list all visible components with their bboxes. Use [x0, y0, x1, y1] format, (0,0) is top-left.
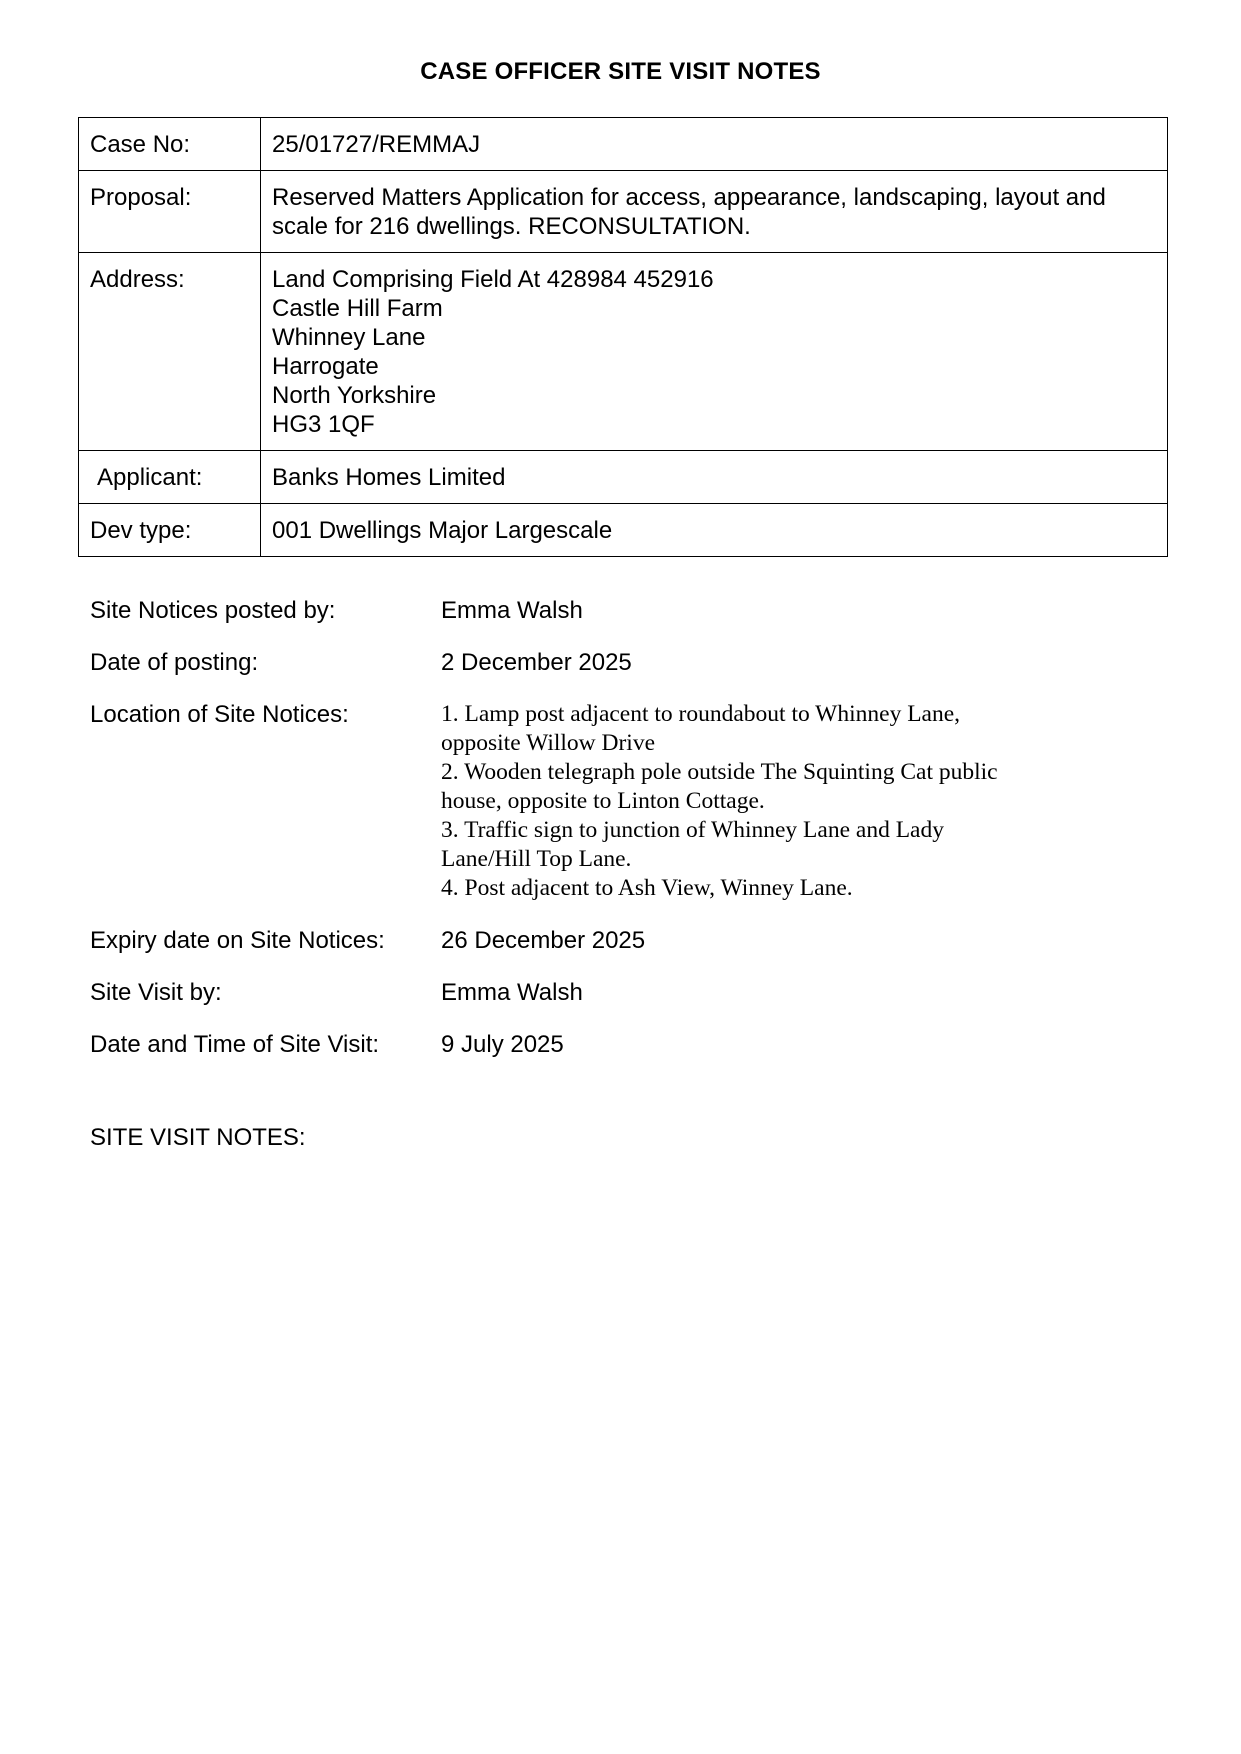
- dev-type-label: Dev type:: [79, 504, 261, 557]
- expiry-date-label: Expiry date on Site Notices:: [90, 927, 385, 954]
- proposal-label: Proposal:: [79, 171, 261, 253]
- location-row: [90, 700, 1090, 903]
- case-no-label: Case No:: [79, 118, 261, 171]
- case-no-value: 25/01727/REMMAJ: [261, 118, 1168, 171]
- visit-by-row: [90, 978, 1090, 1007]
- proposal-line: scale for 216 dwellings. RECONSULTATION.: [272, 213, 751, 240]
- location-line: house, opposite to Linton Cottage.: [441, 788, 765, 814]
- proposal-line: Reserved Matters Application for access, appearance, landscaping, layout and: [272, 184, 1106, 211]
- location-line: opposite Willow Drive: [441, 730, 656, 756]
- date-of-posting-value: 2 December 2025: [441, 649, 632, 676]
- date-of-posting-row: [90, 648, 1090, 677]
- address-line: Harrogate: [272, 353, 379, 380]
- visit-by-value: Emma Walsh: [441, 979, 583, 1006]
- proposal-row: [79, 171, 1168, 253]
- case-details-table: [78, 117, 1168, 557]
- posted-by-row: [90, 596, 1090, 625]
- applicant-value: Banks Homes Limited: [261, 451, 1168, 504]
- location-line: 4. Post adjacent to Ash View, Winney Lane.: [441, 875, 853, 901]
- posted-by-label: Site Notices posted by:: [90, 597, 336, 624]
- expiry-date-row: [90, 926, 1090, 955]
- address-label: Address:: [79, 253, 261, 451]
- dev-type-value: 001 Dwellings Major Largescale: [261, 504, 1168, 557]
- applicant-label: Applicant:: [79, 451, 261, 504]
- address-line: North Yorkshire: [272, 382, 437, 409]
- visit-datetime-value: 9 July 2025: [441, 1031, 564, 1058]
- expiry-date-value: 26 December 2025: [441, 927, 646, 954]
- location-line: Lane/Hill Top Lane.: [441, 846, 632, 872]
- location-line: 2. Wooden telegraph pole outside The Squinting Cat public: [441, 759, 998, 785]
- location-label: Location of Site Notices:: [90, 701, 349, 728]
- dev-type-row: [79, 504, 1168, 557]
- site-notice-details: [90, 596, 1090, 1082]
- site-visit-notes-heading: SITE VISIT NOTES:: [90, 1124, 306, 1151]
- address-line: Castle Hill Farm: [272, 295, 443, 322]
- proposal-value: [261, 171, 1168, 253]
- applicant-row: [79, 451, 1168, 504]
- case-no-row: [79, 118, 1168, 171]
- address-value: [261, 253, 1168, 451]
- address-row: [79, 253, 1168, 451]
- location-line: 3. Traffic sign to junction of Whinney Lane and Lady: [441, 817, 944, 843]
- location-value: [441, 700, 1090, 903]
- visit-by-label: Site Visit by:: [90, 979, 222, 1006]
- visit-datetime-label: Date and Time of Site Visit:: [90, 1031, 380, 1058]
- address-line: HG3 1QF: [272, 411, 375, 438]
- visit-datetime-row: [90, 1030, 1090, 1059]
- page-title: CASE OFFICER SITE VISIT NOTES: [420, 58, 821, 85]
- posted-by-value: Emma Walsh: [441, 597, 583, 624]
- location-line: 1. Lamp post adjacent to roundabout to Whinney Lane,: [441, 701, 961, 727]
- address-line: Land Comprising Field At 428984 452916: [272, 266, 714, 293]
- date-of-posting-label: Date of posting:: [90, 649, 259, 676]
- address-line: Whinney Lane: [272, 324, 426, 351]
